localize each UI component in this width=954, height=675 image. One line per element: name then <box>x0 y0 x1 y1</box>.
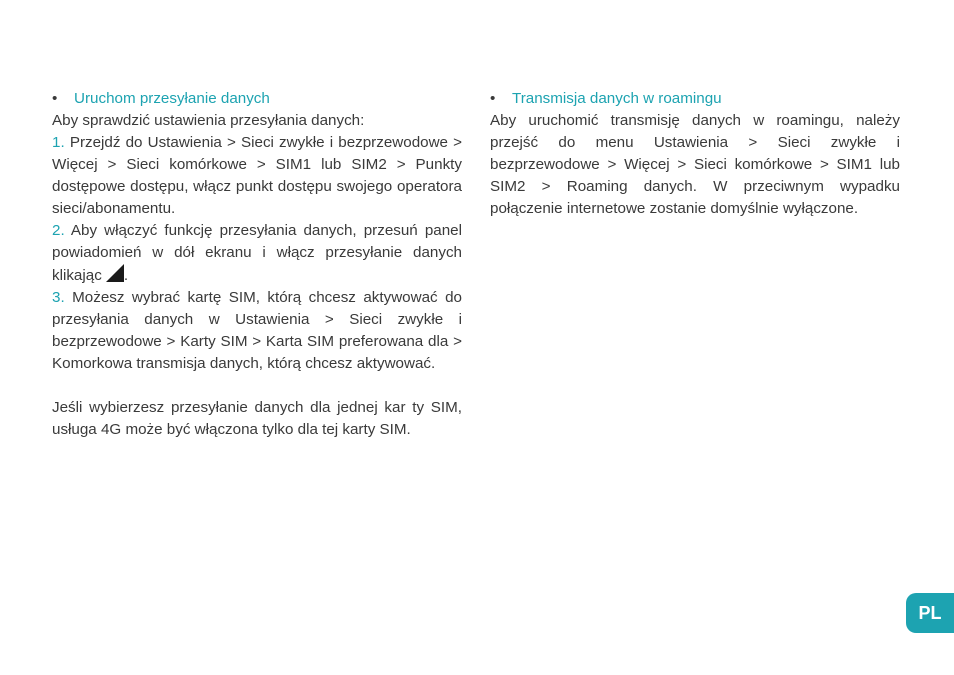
section-heading-mobile-data <box>52 88 462 110</box>
left-column <box>52 88 462 441</box>
language-tab: PL <box>906 593 954 633</box>
step-number: 1. <box>52 134 65 151</box>
intro-text: Aby sprawdzić ustawienia przesyłania danych: <box>52 112 365 129</box>
step-1 <box>52 132 462 220</box>
step-text: Możesz wybrać kartę SIM, którą chcesz aktywować do przesyłania danych w Ustawienia > Sieci zwykłe i bezprzewodowe > Karty SIM > Karta SIM preferowana dla > Komorkowa transmisja danych, którą chcesz aktywować. <box>52 289 462 372</box>
signal-icon <box>106 264 124 282</box>
step-text: Aby włączyć funkcję przesyłania danych, przesuń panel powiadomień w dół ekranu i włącz przesyłanie danych klikając <box>52 222 462 284</box>
note-text: Jeśli wybierzesz przesyłanie danych dla jednej kar ty SIM, usługa 4G może być włączona tylko dla tej karty SIM. <box>52 399 462 438</box>
section-heading-roaming <box>490 88 900 110</box>
step-3 <box>52 287 462 375</box>
heading-text: Transmisja danych w roamingu <box>512 90 722 107</box>
step-2 <box>52 220 462 287</box>
bullet: • <box>490 90 496 107</box>
step-text: Przejdź do Ustawienia > Sieci zwykłe i bezprzewodowe > Więcej > Sieci komórkowe > SIM1 lub SIM2 > Punkty dostępowe dostępu, włącz punkt dostępu swojego operatora sieci/abonamentu. <box>52 134 462 217</box>
step-number: 2. <box>52 222 65 239</box>
right-column <box>490 88 900 220</box>
roaming-text: Aby uruchomić transmisję danych w roamingu, należy przejść do menu Ustawienia > Sieci zwykłe i bezprzewodowe > Więcej > Sieci komórkowe > SIM1 lub SIM2 > Roaming danych. W przeciwnym wypadku połączenie internetowe zostanie domyślnie wyłączone. <box>490 112 900 217</box>
bullet: • <box>52 90 58 107</box>
step-number: 3. <box>52 289 65 306</box>
heading-text: Uruchom przesyłanie danych <box>74 90 270 107</box>
step-text-end: . <box>123 267 129 284</box>
